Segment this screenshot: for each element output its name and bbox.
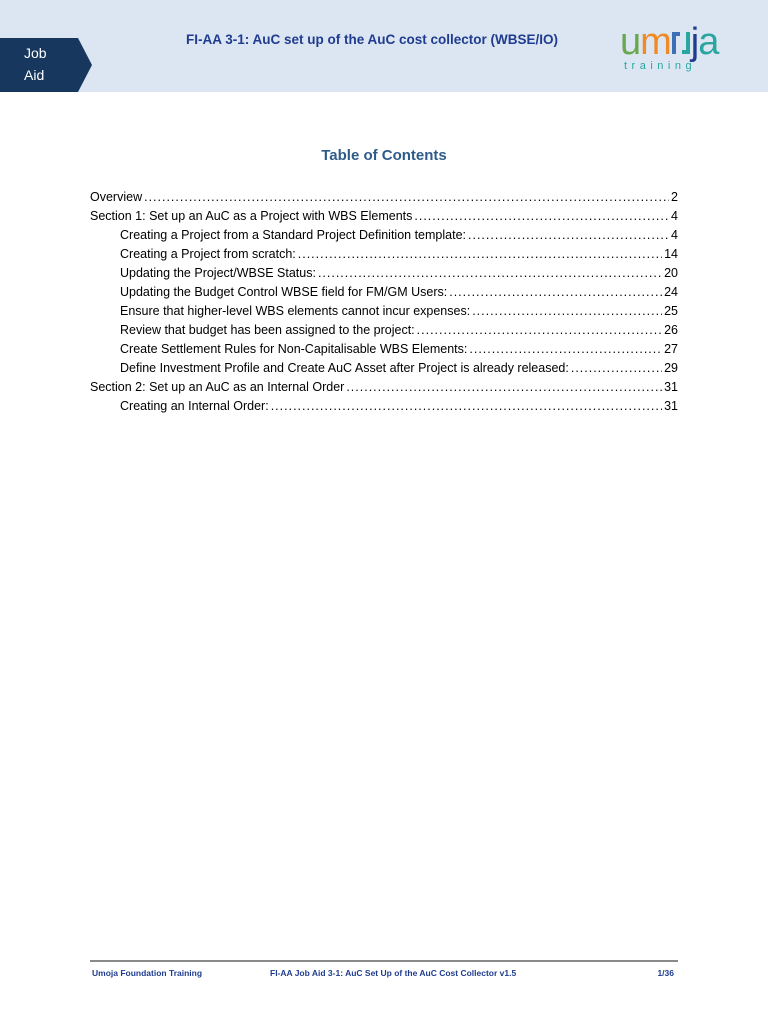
- toc-entry-label: Review that budget has been assigned to the project:: [120, 323, 415, 337]
- toc-entry[interactable]: [90, 209, 678, 228]
- toc-entry-label: Updating the Budget Control WBSE field for FM/GM Users:: [120, 285, 448, 299]
- toc-entry[interactable]: [90, 342, 678, 361]
- toc-entry[interactable]: [90, 247, 678, 266]
- toc-dot-leader: [472, 304, 662, 318]
- toc-entry-label: Section 2: Set up an AuC as an Internal Order: [90, 380, 345, 394]
- toc-entry-page: 4: [671, 228, 678, 242]
- toc-dot-leader: [298, 247, 662, 261]
- toc-entry[interactable]: [90, 323, 678, 342]
- footer-page-number: 1/36: [657, 968, 674, 978]
- footer-left: Umoja Foundation Training: [92, 968, 203, 978]
- toc-entry-page: 2: [671, 190, 678, 204]
- toc-entry-page: 27: [664, 342, 678, 356]
- logo-subtitle: training: [624, 60, 697, 72]
- toc-entry[interactable]: [90, 190, 678, 209]
- toc-entry[interactable]: [90, 399, 678, 418]
- badge-line-1: Job: [24, 45, 47, 61]
- toc-entry[interactable]: [90, 266, 678, 285]
- toc-entry-page: 31: [664, 399, 678, 413]
- toc-entry-label: Section 1: Set up an AuC as a Project with WBS Elements: [90, 209, 413, 223]
- toc-entry-page: 31: [664, 380, 678, 394]
- toc-entry-page: 14: [664, 247, 678, 261]
- toc-entry-page: 29: [664, 361, 678, 375]
- toc-entry-page: 24: [664, 285, 678, 299]
- toc-entry-page: 4: [671, 209, 678, 223]
- footer-divider: [90, 960, 678, 962]
- toc-dot-leader: [144, 190, 669, 204]
- toc-dot-leader: [469, 342, 662, 356]
- badge-line-2: Aid: [24, 67, 45, 83]
- toc-dot-leader: [271, 399, 662, 413]
- toc-entry-label: Create Settlement Rules for Non-Capitalisable WBS Elements:: [120, 342, 468, 356]
- toc-entry-page: 25: [664, 304, 678, 318]
- toc-dot-leader: [417, 323, 662, 337]
- toc-entry-label: Creating an Internal Order:: [120, 399, 269, 413]
- job-aid-badge: [0, 38, 92, 92]
- toc-dot-leader: [318, 266, 662, 280]
- toc-entry-label: Overview: [90, 190, 143, 204]
- toc-entry-page: 20: [664, 266, 678, 280]
- page-header: [0, 0, 768, 92]
- toc-entry[interactable]: [90, 361, 678, 380]
- toc-dot-leader: [571, 361, 662, 375]
- footer-center: FI-AA Job Aid 3-1: AuC Set Up of the AuC Cost Collector v1.5: [270, 968, 517, 978]
- document-title: FI-AA 3-1: AuC set up of the AuC cost collector (WBSE/IO): [185, 32, 558, 47]
- toc-entry[interactable]: [90, 228, 678, 247]
- toc-entry-page: 26: [664, 323, 678, 337]
- toc-entry[interactable]: [90, 285, 678, 304]
- toc-entry[interactable]: [90, 304, 678, 323]
- toc-dot-leader: [414, 209, 669, 223]
- toc-entry[interactable]: [90, 380, 678, 399]
- umoja-training-logo: [620, 22, 742, 74]
- toc-entry-label: Creating a Project from scratch:: [120, 247, 296, 261]
- toc-dot-leader: [346, 380, 662, 394]
- toc-entry-label: Ensure that higher-level WBS elements cannot incur expenses:: [120, 304, 471, 318]
- toc-dot-leader: [449, 285, 662, 299]
- toc-heading: Table of Contents: [321, 147, 447, 164]
- toc-dot-leader: [468, 228, 669, 242]
- logo-wordmark: um ja: [620, 21, 719, 63]
- toc-entry-label: Creating a Project from a Standard Project Definition template:: [120, 228, 467, 242]
- table-of-contents: [90, 190, 678, 418]
- toc-entry-label: Updating the Project/WBSE Status:: [120, 266, 316, 280]
- toc-entry-label: Define Investment Profile and Create AuC Asset after Project is already released:: [120, 361, 569, 375]
